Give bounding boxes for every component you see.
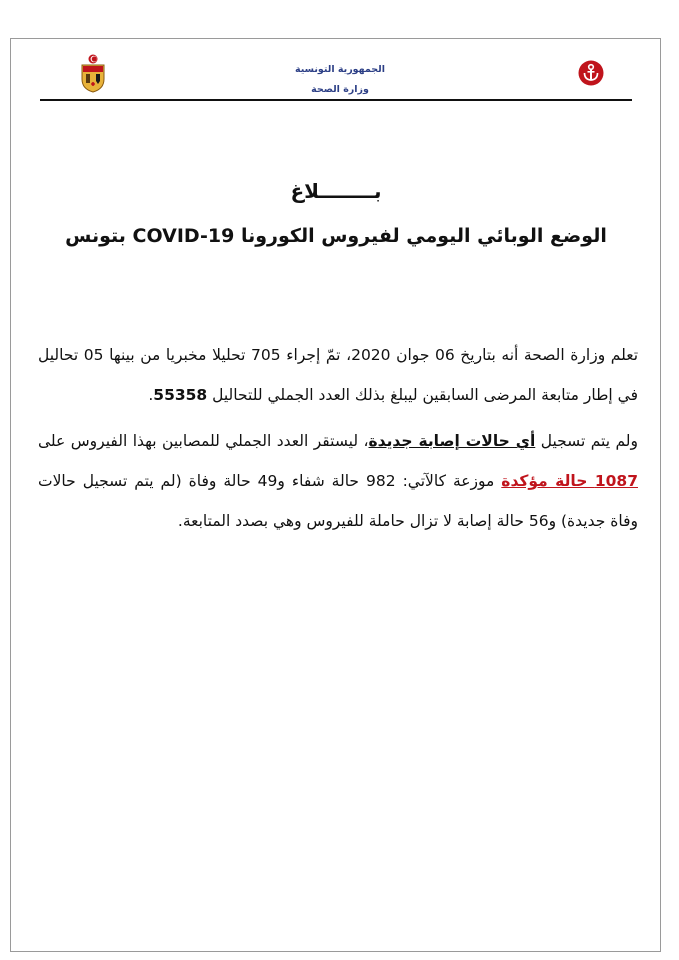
republic-name: الجمهورية التونسية	[295, 64, 385, 75]
ministry-name: وزارة الصحة	[311, 84, 369, 95]
letterhead-text	[240, 60, 440, 100]
header-divider	[40, 99, 632, 101]
cases-mid: ، ليستقر العدد الجملي للمصابين بهذا الفيروس على	[38, 432, 369, 450]
total-tests: 55358	[153, 386, 208, 404]
notice-title: بــــــــلاغ	[290, 179, 382, 203]
paragraph-tests	[38, 335, 638, 415]
paragraph-cases	[38, 421, 638, 541]
confirmed-cases: 1087 حالة مؤكدة	[501, 472, 638, 490]
ministry-of-health-logo-icon	[578, 60, 604, 86]
tests-end: .	[148, 386, 154, 404]
notice-subtitle: الوضع الوبائي اليومي لفيروس الكورونا COVID-19 بتونس	[65, 225, 607, 247]
cases-intro: ولم يتم تسجيل	[535, 432, 638, 450]
cases-breakdown: موزعة كالآتي: 982 حالة شفاء و49 حالة وفاة (لم يتم تسجيل حالات وفاة جديدة) و56 حالة إصابة لا تزال حاملة للفيروس وهي بصدد المتابعة.	[38, 472, 638, 530]
tunisia-coat-of-arms-icon	[78, 53, 108, 93]
letterhead	[40, 48, 632, 100]
tests-text: تعلم وزارة الصحة أنه بتاريخ 06 جوان 2020، تمّ إجراء 705 تحليلا مخبريا من بينها 05 تحاليل في إطار متابعة المرضى السابقين ليبلغ بذلك العدد الجملي للتحاليل	[38, 346, 639, 404]
notice-body	[38, 335, 638, 541]
no-new-cases: أي حالات إصابة جديدة	[368, 432, 536, 450]
